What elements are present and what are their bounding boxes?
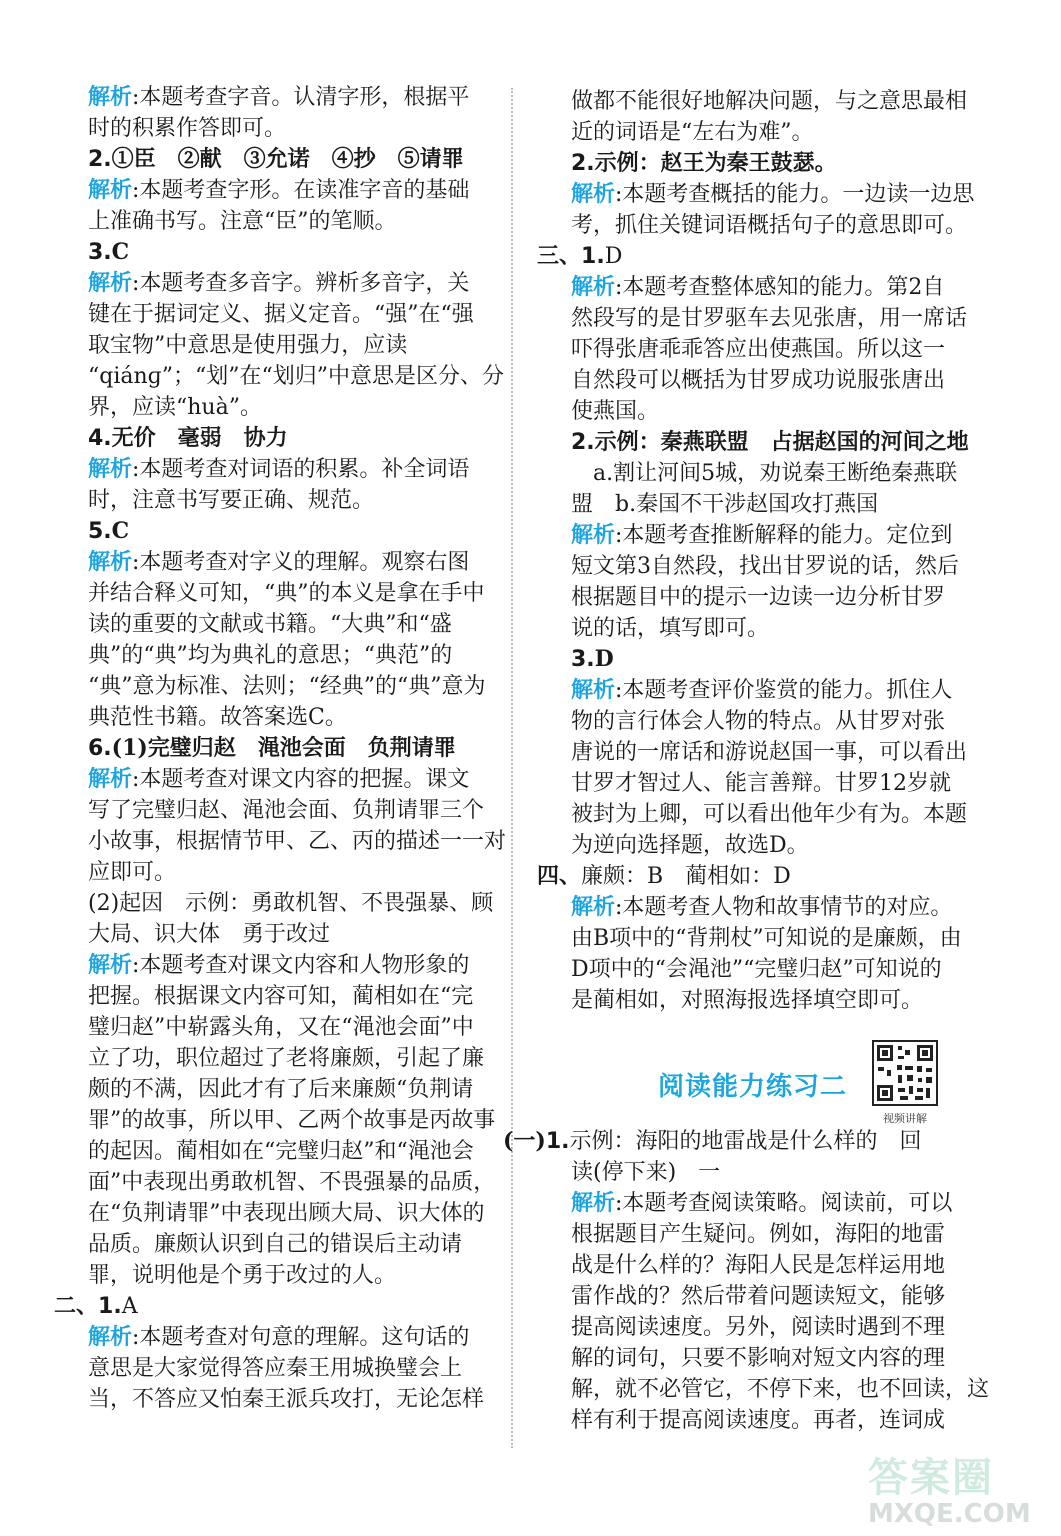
line-text: 雷作战的？然后带着问题读短文，能够: [571, 1284, 946, 1309]
line-text: 写了完璧归赵、渑池会面、负荆请罪三个: [88, 798, 485, 823]
text-line: [88, 578, 500, 609]
question-number: 1.: [581, 244, 605, 269]
right-block-exp: [571, 272, 975, 427]
line-text: 读(停下来) 一: [571, 1160, 721, 1185]
line-text: (2)起因 示例：勇敢机智、不畏强暴、顾: [88, 891, 494, 916]
text-line: [571, 1281, 977, 1312]
text-line: [88, 733, 500, 764]
text-line: [88, 1198, 500, 1229]
left-block-ans: [88, 237, 500, 268]
text-line: [571, 427, 975, 458]
line-text: 解的词句，只要不影响对短文内容的理: [571, 1346, 946, 1371]
left-block-exp: [88, 268, 504, 423]
line-text: 由B项中的“背荆杖”可知说的是廉颇，由: [571, 926, 962, 951]
line-text: :本题考查多音字。辨析多音字，关: [132, 271, 470, 296]
text-line: [88, 1136, 500, 1167]
line-text: C: [111, 239, 130, 265]
line-text: :本题考查评价鉴赏的能力。抓住人: [615, 678, 953, 703]
left-block-plain: [88, 888, 500, 950]
analysis-label: 解析: [571, 182, 616, 207]
line-text: 时的积累作答即可。: [88, 116, 287, 141]
text-line: [88, 330, 500, 361]
line-text: 应即可。: [88, 860, 177, 885]
line-text: ①臣 ②献 ③允诺 ④抄 ⑤请罪: [111, 146, 464, 172]
text-line: [571, 1374, 990, 1405]
line-text: 小故事，根据情节甲、乙、丙的描述一一对: [88, 829, 507, 854]
text-line: [571, 179, 975, 210]
text-line: [571, 985, 975, 1016]
text-line: [88, 1322, 500, 1353]
line-text: 的起因。蔺相如在“完璧归赵”和“渑池会: [88, 1139, 474, 1164]
right-block-ans: [571, 148, 975, 179]
line-text: 使燕国。: [571, 399, 660, 424]
analysis-label: 解析: [88, 457, 133, 482]
line-text: 面”中表现出勇敢机智、不畏强暴的品质，: [88, 1170, 496, 1195]
question-number: 2.: [88, 147, 112, 172]
watermark-text: 答案圈: [868, 1455, 994, 1501]
analysis-label: 解析: [571, 523, 616, 548]
text-line: [88, 702, 500, 733]
analysis-label: 解析: [88, 271, 133, 296]
text-line: [88, 826, 507, 857]
line-text: 根据题目产生疑问。例如，海阳的地雷: [571, 1222, 946, 1247]
text-line: [88, 299, 500, 330]
text-line: [571, 1250, 977, 1281]
left-block-ans: [88, 423, 500, 454]
question-number: 6.: [88, 736, 112, 761]
text-line: [88, 547, 500, 578]
text-line: [88, 1043, 500, 1074]
text-line: [88, 1384, 500, 1415]
line-text: C: [111, 518, 130, 544]
line-text: 是蔺相如，对照海报选择填空即可。: [571, 988, 924, 1013]
line-text: 品质。廉颇认识到自己的错误后主动请: [88, 1232, 463, 1257]
line-text: :本题考查对字义的理解。观察右图: [132, 550, 470, 575]
text-line: [88, 516, 500, 547]
text-line: [571, 954, 975, 985]
text-line: [503, 1126, 977, 1157]
line-text: 自然段可以概括为甘罗成功说服张唐出: [571, 368, 946, 393]
text-line: [88, 1012, 500, 1043]
line-text: 盟 b.秦国不干涉赵国攻打燕国: [571, 492, 879, 517]
analysis-label: 解析: [88, 953, 133, 978]
text-line: [571, 768, 975, 799]
line-text: :本题考查概括的能力。一边读一边思: [615, 182, 975, 207]
text-line: [88, 175, 500, 206]
line-text: 典”的“典”均为典礼的意思；“典范”的: [88, 643, 453, 668]
right-block-exp: [571, 892, 975, 1016]
text-line: [88, 423, 500, 454]
left-block-exp: [88, 175, 500, 237]
line-text: 示例：海阳的地雷战是什么样的 回: [569, 1129, 922, 1154]
analysis-label: 解析: [571, 678, 616, 703]
text-line: [571, 923, 975, 954]
right-block-exp: [571, 675, 975, 861]
analysis-label: 解析: [88, 550, 133, 575]
text-line: [571, 706, 975, 737]
text-line: [88, 888, 500, 919]
text-line: [88, 857, 500, 888]
line-text: 示例：赵王为秦王鼓瑟。: [594, 150, 837, 176]
text-line: [571, 458, 975, 489]
line-text: 罪”的故事，所以甲、乙两个故事是丙故事: [88, 1108, 496, 1133]
left-block-exp: [88, 454, 500, 516]
text-line: [88, 919, 500, 950]
line-text: 近的词语是“左右为难”。: [571, 120, 814, 145]
analysis-label: 解析: [88, 767, 133, 792]
line-text: :本题考查对句意的理解。这句话的: [132, 1325, 470, 1350]
text-line: [571, 272, 975, 303]
text-line: [88, 392, 500, 423]
line-text: 示例：秦燕联盟 占据赵国的河间之地: [594, 429, 969, 455]
right-block-exp: [571, 520, 975, 644]
left-block-ans: [88, 733, 500, 764]
line-text: “典”意为标准、法则；“经典”的“典”意为: [88, 674, 486, 699]
right-block-sec: [537, 861, 975, 892]
line-text: 无价 毫弱 协力: [111, 425, 288, 451]
question-number: 3.: [571, 647, 595, 672]
text-line: [571, 582, 975, 613]
text-line: [571, 210, 975, 241]
text-line: [88, 609, 500, 640]
text-line: [88, 1167, 500, 1198]
left-block-exp: [88, 82, 500, 144]
line-text: D: [594, 646, 614, 672]
analysis-label: 解析: [571, 1191, 616, 1216]
text-line: [571, 1343, 977, 1374]
text-line: [88, 1105, 500, 1136]
line-text: 当，不答应又怕秦王派兵攻打，无论怎样: [88, 1387, 485, 1412]
question-number: 4.: [88, 426, 112, 451]
text-line: [571, 830, 975, 861]
line-text: 样有利于提高阅读速度。再者，连词成: [571, 1408, 946, 1433]
line-text: (1)完璧归赵 渑池会面 负荆请罪: [111, 735, 456, 761]
line-text: 在“负荆请罪”中表现出顾大局、识大体的: [88, 1201, 485, 1226]
line-text: 廉颇：B 蔺相如：D: [581, 864, 791, 889]
line-text: 并结合释义可知，“典”的本义是拿在手中: [88, 581, 485, 606]
line-text: 大局、识大体 勇于改过: [88, 922, 331, 947]
left-block-exp: [88, 950, 500, 1291]
line-text: 被封为上卿，可以看出他年少有为。本题: [571, 802, 968, 827]
line-text: 读的重要的文献或书籍。“大典”和“盛: [88, 612, 452, 637]
line-text: 吓得张唐乖乖答应出使燕国。所以这一: [571, 337, 946, 362]
right-block-exp: [571, 179, 975, 241]
line-text: 考，抓住关键词语概括句子的意思即可。: [571, 213, 968, 238]
left-block-sec: [54, 1291, 500, 1322]
text-line: [537, 1157, 977, 1188]
line-text: 键在于据词定义、据义定音。“强”在“强: [88, 302, 474, 327]
text-line: [537, 241, 975, 272]
line-text: 为逆向选择题，故选D。: [571, 833, 809, 858]
text-line: [88, 268, 500, 299]
text-line: [88, 795, 500, 826]
text-line: [88, 764, 500, 795]
text-line: [571, 396, 975, 427]
text-line: [571, 613, 975, 644]
analysis-label: 解析: [571, 895, 616, 920]
text-line: [571, 1312, 977, 1343]
section-title: 阅读能力练习二: [658, 1072, 848, 1102]
line-text: :本题考查人物和故事情节的对应。: [615, 895, 953, 920]
text-line: [88, 485, 500, 516]
text-line: [571, 644, 975, 675]
line-text: 甘罗才智过人、能言善辩。甘罗12岁就: [571, 771, 951, 796]
text-line: [571, 303, 975, 334]
left-column: [54, 82, 507, 1415]
section-number: 四、: [537, 863, 582, 889]
text-line: [571, 86, 975, 117]
text-line: [88, 361, 504, 392]
right-block-ans: [571, 427, 975, 458]
text-line: [571, 365, 975, 396]
text-line: [571, 551, 975, 582]
analysis-label: 解析: [88, 85, 133, 110]
text-line: [88, 640, 500, 671]
line-text: 上准确书写。注意“臣”的笔顺。: [88, 209, 397, 234]
line-text: 提高阅读速度。另外，阅读时遇到不理: [571, 1315, 946, 1340]
right-block-plain: [571, 458, 975, 520]
line-text: :本题考查推断解释的能力。定位到: [615, 523, 953, 548]
line-text: 界，应读“huà”。: [88, 395, 262, 420]
text-line: [88, 1353, 500, 1384]
line-text: 立了功，职位超过了老将廉颇，引起了廉: [88, 1046, 485, 1071]
qr-caption: 视频讲解: [883, 1112, 927, 1125]
left-block-ans: [88, 144, 500, 175]
text-line: [571, 489, 975, 520]
line-text: 璧归赵”中崭露头角，又在“渑池会面”中: [88, 1015, 474, 1040]
section-number: 三、: [537, 243, 582, 269]
sec2-block-exp: [537, 1188, 990, 1436]
analysis-label: 解析: [571, 275, 616, 300]
text-line: [571, 675, 975, 706]
text-line: [571, 520, 975, 551]
text-line: [88, 950, 500, 981]
line-text: 根据题目中的提示一边读一边分析甘罗: [571, 585, 946, 610]
line-text: 物的言行体会人物的特点。从甘罗对张: [571, 709, 946, 734]
sec2-block-sec: [503, 1126, 977, 1188]
left-block-exp: [88, 547, 500, 733]
section2-content: [503, 1126, 990, 1436]
text-line: [88, 206, 500, 237]
line-text: :本题考查对课文内容和人物形象的: [132, 953, 470, 978]
right-column: [537, 86, 975, 1016]
line-text: A: [121, 1294, 138, 1319]
line-text: 把握。根据课文内容可知，蔺相如在“完: [88, 984, 474, 1009]
text-line: [88, 113, 500, 144]
text-line: [88, 1229, 500, 1260]
line-text: D项中的“会渑池”“完璧归赵”可知说的: [571, 957, 942, 982]
column-divider: [511, 88, 513, 1448]
text-line: [88, 454, 500, 485]
text-line: [571, 892, 975, 923]
text-line: [537, 861, 975, 892]
text-line: [88, 144, 500, 175]
line-text: 意思是大家觉得答应秦王用城换璧会上: [88, 1356, 463, 1381]
line-text: 颇的不满，因此才有了后来廉颇“负荆请: [88, 1077, 474, 1102]
left-block-exp: [88, 1322, 500, 1415]
right-block-plain: [571, 86, 975, 148]
line-text: 时，注意书写要正确、规范。: [88, 488, 375, 513]
text-line: [88, 1074, 500, 1105]
qr-code-icon[interactable]: [872, 1040, 938, 1106]
line-text: 解，就不必管它，不停下来，也不回读，这: [571, 1377, 990, 1402]
line-text: :本题考查整体感知的能力。第2自: [615, 275, 945, 300]
text-line: [571, 737, 975, 768]
section-number: 二、: [54, 1293, 99, 1319]
text-line: [571, 1405, 977, 1436]
question-number: 1.: [545, 1129, 570, 1154]
left-block-ans: [88, 516, 500, 547]
text-line: [571, 334, 975, 365]
text-line: [88, 671, 500, 702]
line-text: 说的话，填写即可。: [571, 616, 770, 641]
line-text: :本题考查对课文内容的把握。课文: [132, 767, 470, 792]
text-line: [571, 1219, 977, 1250]
line-text: 做都不能很好地解决问题，与之意思最相: [571, 89, 968, 114]
text-line: [88, 981, 500, 1012]
analysis-label: 解析: [88, 1325, 133, 1350]
analysis-label: 解析: [88, 178, 133, 203]
line-text: 唐说的一席话和游说赵国一事，可以看出: [571, 740, 968, 765]
question-number: 5.: [88, 519, 112, 544]
question-number: 3.: [88, 240, 112, 265]
text-line: [571, 1188, 977, 1219]
line-text: D: [604, 244, 623, 269]
right-block-ans: [571, 644, 975, 675]
text-line: [88, 1260, 500, 1291]
line-text: 取宝物”中意思是使用强力，应读: [88, 333, 408, 358]
text-line: [571, 148, 975, 179]
line-text: 短文第3自然段，找出甘罗说的话，然后: [571, 554, 959, 579]
line-text: “qiánɡ”；“划”在“划归”中意思是区分、分: [88, 364, 504, 389]
watermark-url: MXQE.COM: [868, 1499, 1031, 1529]
section-number: (一): [503, 1128, 546, 1154]
text-line: [571, 799, 975, 830]
text-line: [571, 117, 975, 148]
right-block-sec: [537, 241, 975, 272]
question-number: 2.: [571, 151, 595, 176]
question-number: 1.: [98, 1294, 122, 1319]
watermark: [868, 1446, 1031, 1529]
line-text: :本题考查阅读策略。阅读前，可以: [615, 1191, 953, 1216]
line-text: :本题考查对词语的积累。补全词语: [132, 457, 470, 482]
text-line: [54, 1291, 500, 1322]
line-text: a.割让河间5城，劝说秦王断绝秦燕联: [571, 461, 958, 486]
line-text: :本题考查字形。在读准字音的基础: [132, 178, 470, 203]
text-line: [88, 82, 500, 113]
line-text: 罪，说明他是个勇于改过的人。: [88, 1263, 397, 1288]
line-text: :本题考查字音。认清字形，根据平: [132, 85, 470, 110]
left-block-exp: [88, 764, 507, 888]
text-line: [88, 237, 500, 268]
line-text: 然段写的是甘罗驱车去见张唐，用一席话: [571, 306, 968, 331]
line-text: 战是什么样的？海阳人民是怎样运用地: [571, 1253, 946, 1278]
question-number: 2.: [571, 430, 595, 455]
line-text: 典范性书籍。故答案选C。: [88, 705, 347, 730]
